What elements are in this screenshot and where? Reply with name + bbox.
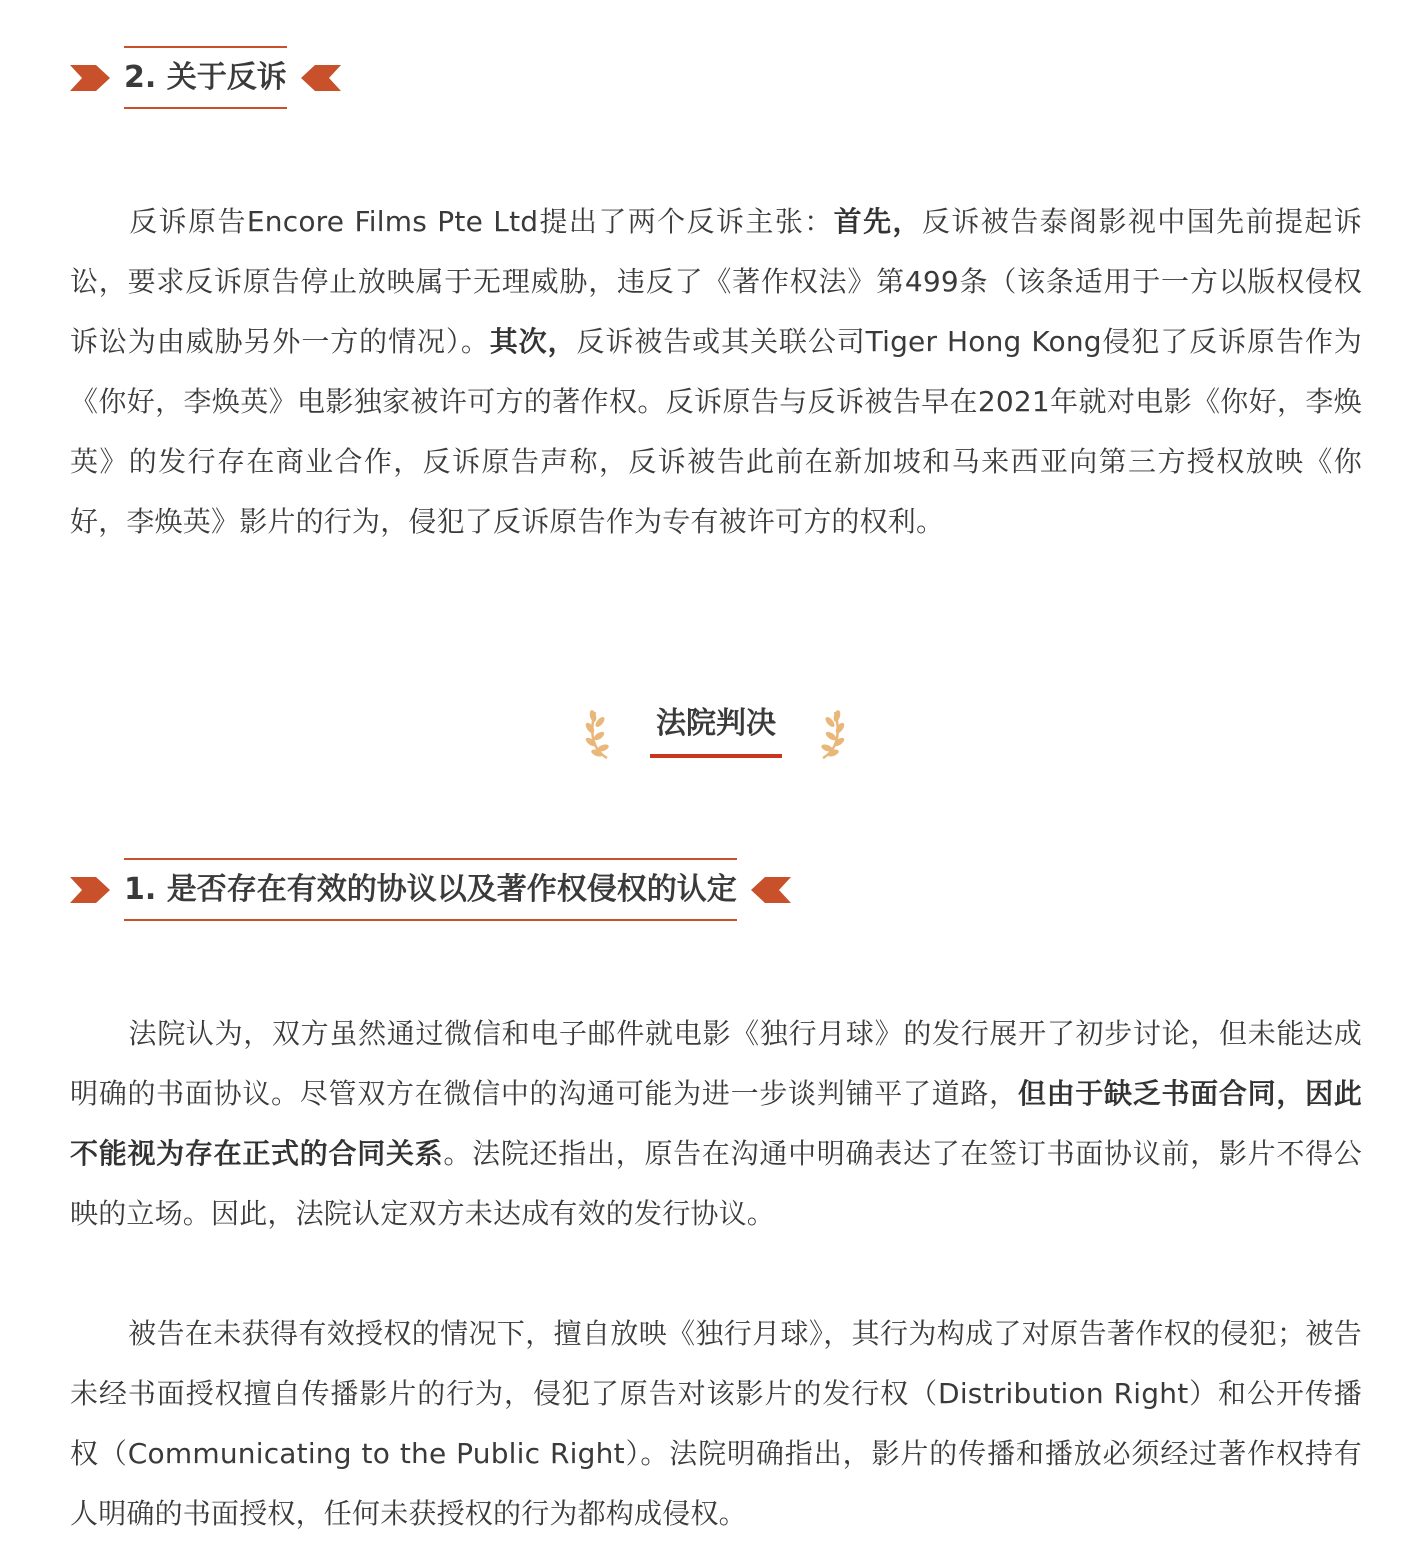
bold-run: 但由于缺乏书面合同，因此不能视为存在正式的合同关系 bbox=[70, 1077, 1362, 1170]
laurel-right-icon bbox=[811, 706, 845, 760]
bold-run: 首先， bbox=[833, 205, 922, 238]
text-run: 反诉被告或其关联公司Tiger Hong Kong侵犯了反诉原告作为《你好，李焕英》电影独家被许可方的著作权。反诉原告与反诉被告早在2021年就对电影《你好，李焕英》的发行存在商业合作，反诉原告声称，反诉被告此前在新加坡和马来西亚向第三方授权放映《你好，李焕英》影片的行为，侵犯了反诉原告作为专有被许可方的权利。 bbox=[70, 325, 1362, 538]
section-heading-counterclaim bbox=[70, 46, 341, 109]
text-run: 法院认为，双方虽然通过微信和电子邮件就电影《独行月球》的发行展开了初步讨论，但未能达成明确的书面协议。尽管双方在微信中的沟通可能为进一步谈判铺平了道路， bbox=[70, 1017, 1362, 1110]
section-title: 2. 关于反诉 bbox=[124, 46, 287, 109]
agreement-paragraph bbox=[70, 1004, 1362, 1244]
text-run: 。法院还指出，原告在沟通中明确表达了在签订书面协议前，影片不得公映的立场。因此，法院认定双方未达成有效的发行协议。 bbox=[70, 1137, 1363, 1230]
court-ruling-title: 法院判决 bbox=[656, 706, 776, 741]
laurel-left-icon bbox=[585, 706, 619, 760]
title-underline bbox=[650, 754, 782, 758]
chevron-right-icon bbox=[70, 877, 110, 903]
counterclaim-paragraph bbox=[70, 192, 1362, 552]
bold-run: 其次， bbox=[489, 325, 577, 358]
infringement-paragraph bbox=[70, 1304, 1362, 1544]
chevron-left-icon bbox=[301, 65, 341, 91]
text-run: 反诉被告泰阁影视中国先前提起诉讼，要求反诉原告停止放映属于无理威胁，违反了《著作权法》第499条（该条适用于一方以版权侵权诉讼为由威胁另外一方的情况）。 bbox=[70, 205, 1362, 358]
chevron-right-icon bbox=[70, 65, 110, 91]
section-title: 1. 是否存在有效的协议以及著作权侵权的认定 bbox=[124, 858, 737, 921]
text-run: 反诉原告Encore Films Pte Ltd提出了两个反诉主张： bbox=[128, 205, 834, 238]
text-run: 被告在未获得有效授权的情况下，擅自放映《独行月球》，其行为构成了对原告著作权的侵犯；被告未经书面授权擅自传播影片的行为，侵犯了原告对该影片的发行权（Distribution Right）和公开传播权（Communicating to the Public Right）。法院明确指出，影片的传播和播放必须经过著作权持有人明确的书面授权，任何未获授权的行为都构成侵权。 bbox=[70, 1317, 1362, 1530]
chevron-left-icon bbox=[751, 877, 791, 903]
court-ruling-title-block bbox=[585, 700, 845, 764]
section-heading-agreement bbox=[70, 858, 791, 921]
